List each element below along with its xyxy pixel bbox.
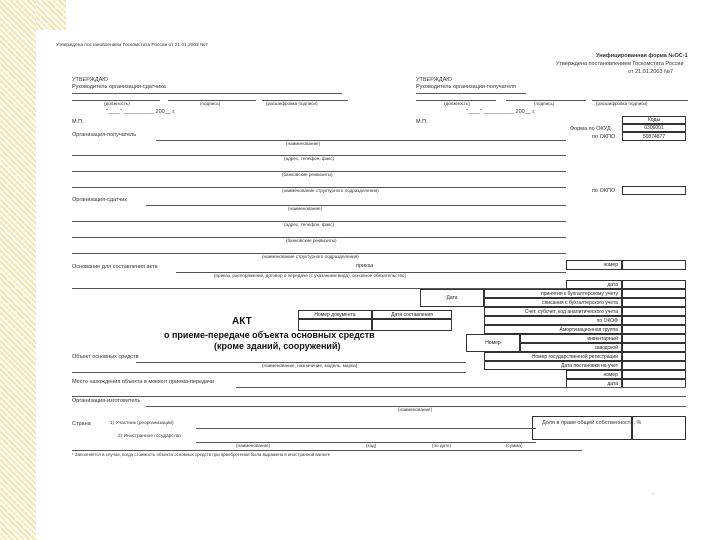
sender-sub-name: (наименование) <box>288 206 323 211</box>
doc-number-header: Номер документа <box>298 310 372 319</box>
left-decorative-stripe <box>0 0 36 540</box>
maker-sub: (наименование) <box>398 407 433 412</box>
date-line-right: “____” __________ 200__ г. <box>466 109 536 115</box>
sig-label-position: (должность) <box>104 101 130 106</box>
object-label: Объект основных средств <box>72 354 139 360</box>
sender-sub-bank: (банковские реквизиты) <box>286 238 337 243</box>
corner-mark: . <box>652 487 655 496</box>
recipient-sub-name: (наименование) <box>286 141 321 146</box>
location-label: Место нахождения объекта в момент приема-передачи <box>72 379 215 385</box>
sig-label-decode: (расшифровка подписи) <box>266 101 318 106</box>
approved-by: Утверждена постановлением Госкомстата России <box>556 61 684 67</box>
country-label: Страна <box>72 421 91 427</box>
recipient-label: Организация-получатель <box>72 132 137 138</box>
doc-date-header: Дата составления <box>372 310 452 319</box>
code-value-okud: 0306001 <box>622 124 686 132</box>
country-sub2: 2) Иностранное государство <box>118 434 182 439</box>
object-sub: (наименование, назначение, модель, марка) <box>262 363 358 368</box>
share-value <box>632 416 686 440</box>
basis-label: Основание для составления акта <box>72 264 158 270</box>
right-row-regnum-value <box>622 352 686 361</box>
act-title-2: (кроме зданий, сооружений) <box>214 341 341 351</box>
mp-left: М.П. <box>72 119 84 125</box>
right-approve: УТВЕРЖДАЮ <box>416 77 452 83</box>
right-row-date: дата <box>566 280 622 289</box>
share-label: Доля в праве общей собственности, % <box>542 420 642 426</box>
right-row-date-value <box>622 280 686 289</box>
right-row-regdate: Дата постановки на учет <box>484 361 622 370</box>
approved-date: от 21.01.2003 №7 <box>628 69 673 75</box>
date-label: Дата <box>420 289 484 307</box>
bottom-sub-date: (по дате) <box>432 443 452 448</box>
right-row-date2: дата <box>566 379 622 388</box>
bottom-sub-code: (код) <box>366 443 377 448</box>
sig-label-signature-right: (подпись) <box>534 101 555 106</box>
right-row-okof-value <box>622 316 686 325</box>
code-value-okpo: 50874877 <box>622 132 686 141</box>
left-approve-role: Руководитель организации-сдатчика <box>72 84 166 90</box>
right-row-accept: принятия к бухгалтерскому учету <box>484 289 622 298</box>
right-row-number-value <box>622 260 686 270</box>
recipient-okpo-label: по ОКПО <box>592 188 616 194</box>
note-top: Утверждена постановлением Госкомстата России от 21.01.2003 №7 <box>56 43 208 48</box>
right-row-accept-value <box>622 289 686 298</box>
form-document <box>36 30 688 530</box>
right-row-amort: Амортизационная группа <box>484 325 622 334</box>
right-row-writeoff-value <box>622 298 686 307</box>
right-row-writeoff: списания с бухгалтерского учета <box>484 298 622 307</box>
codes-header: Коды <box>622 116 686 124</box>
footnote: * Заполняется в случае, когда стоимость объекта основных средств при приобретении была выражена в иностранной валюте <box>72 452 331 457</box>
right-row-regdate-value <box>622 361 686 370</box>
mp-right: М.П. <box>416 119 428 125</box>
right-row-inventory: инвентарный <box>520 334 622 343</box>
recipient-sub-division: (наименование структурного подразделения) <box>282 188 379 193</box>
bottom-sub-amount: (сумма) <box>506 443 523 448</box>
right-row-serial-value <box>622 343 686 352</box>
recipient-okpo-value <box>622 186 686 195</box>
sig-label-signature: (подпись) <box>200 101 221 106</box>
left-approve: УТВЕРЖДАЮ <box>72 77 108 83</box>
right-row-regnum: Номер государственной регистрации <box>484 352 622 361</box>
form-heading: Унифицированная форма №ОС-1 <box>596 53 688 59</box>
recipient-sub-bank: (банковские реквизиты) <box>282 172 333 177</box>
code-label-okpo: по ОКПО <box>592 134 616 140</box>
sig-label-decode-right: (расшифровка подписи) <box>596 101 648 106</box>
right-row-number2: номер <box>566 370 622 379</box>
right-row-number2-value <box>622 370 686 379</box>
right-row-amort-value <box>622 325 686 334</box>
act-word: АКТ <box>232 316 252 327</box>
right-approve-role: Руководитель организации-получателя <box>416 84 517 90</box>
act-title-1: о приеме-передаче объекта основных средств <box>164 330 375 340</box>
right-row-inventory-value <box>622 334 686 343</box>
code-label-okud: Форма по ОКУД <box>570 126 611 132</box>
recipient-sub-address: (адрес, телефон, факс) <box>284 156 335 161</box>
right-row-account: Счет, субсчет, код аналитического учета <box>484 307 622 316</box>
number-label: Номер <box>466 334 520 352</box>
date-line-left: “____” __________ 200__ г. <box>106 109 176 115</box>
right-row-serial: заводской <box>520 343 622 352</box>
bottom-sub-name: (наименование) <box>236 443 271 448</box>
basis-value: приказ <box>356 263 374 269</box>
basis-sub: (приказ, распоряжение, договор о передаче (с указанием вида), основное обязательство) <box>214 273 407 278</box>
right-row-number: номер <box>566 260 622 270</box>
sender-label: Организация-сдатчик <box>72 197 127 203</box>
country-sub1: 1) Участник (реорганизации) <box>110 421 174 426</box>
right-row-account-value <box>622 307 686 316</box>
sig-label-position-right: (должность) <box>444 101 470 106</box>
maker-label: Организация-изготовитель <box>72 398 141 404</box>
sender-sub-division: (наименование структурного подразделения) <box>262 254 359 259</box>
sender-sub-address: (адрес, телефон, факс) <box>284 222 335 227</box>
doc-date-value <box>372 319 452 331</box>
right-row-okof: по ОКОФ <box>484 316 622 325</box>
